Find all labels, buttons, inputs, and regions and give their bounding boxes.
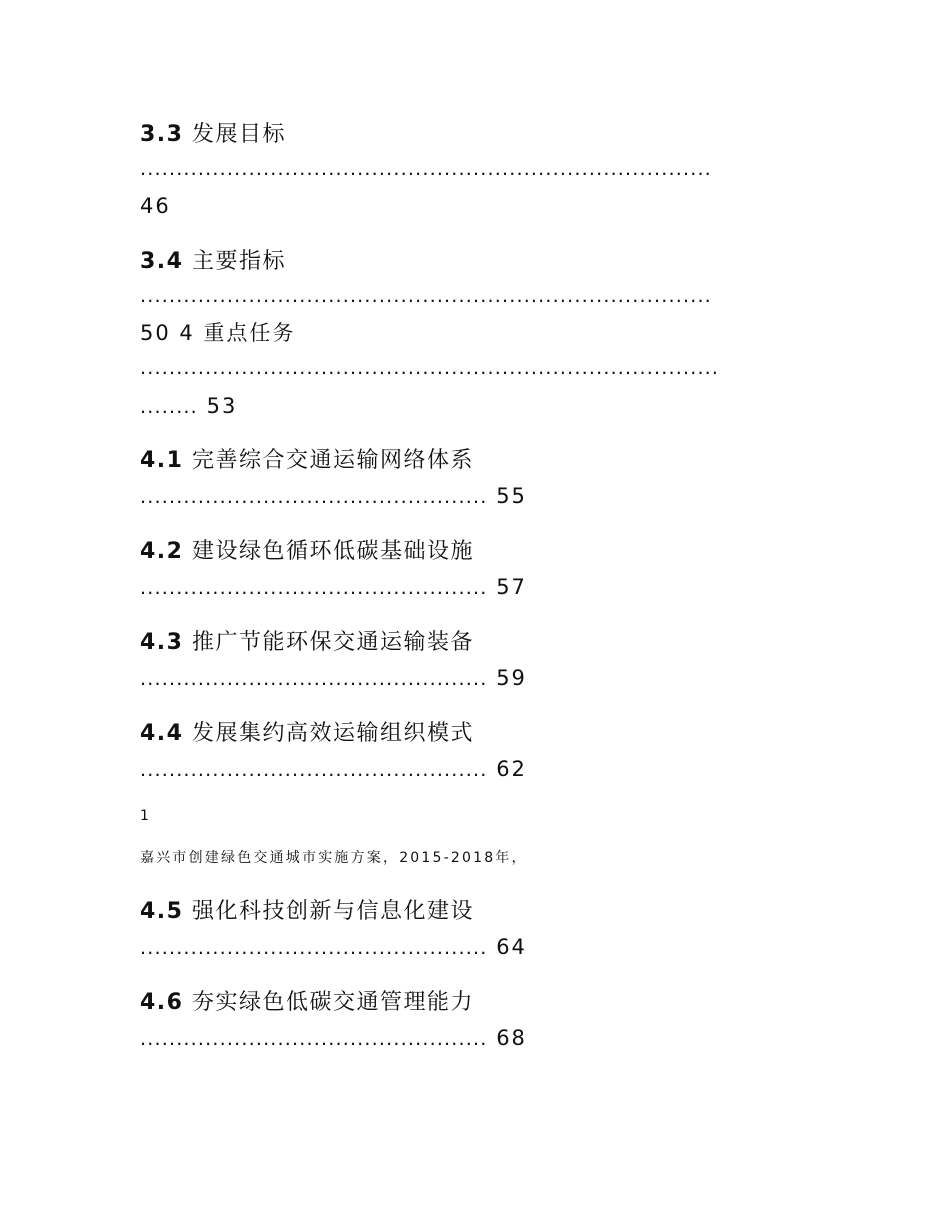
toc-leader-dots: ................................................ bbox=[140, 937, 488, 959]
toc-leader-dots: ................................................................................ bbox=[140, 357, 720, 379]
toc-page-number: 59 bbox=[496, 666, 527, 690]
toc-leader-dots: ................................................ bbox=[140, 577, 488, 599]
section-title: 强化科技创新与信息化建设 bbox=[191, 899, 474, 924]
toc-entry-3-3-heading bbox=[140, 124, 286, 146]
toc-leader-dots: ................................................ bbox=[140, 1028, 488, 1050]
toc-leader-dots: ............................................................................... bbox=[140, 158, 712, 180]
toc-entry-4-page bbox=[140, 396, 237, 417]
section-number: 4.5 bbox=[140, 899, 184, 924]
section-number: 4.1 bbox=[140, 448, 184, 473]
section-title: 推广节能环保交通运输装备 bbox=[191, 630, 474, 655]
toc-entry-4-2-heading bbox=[140, 541, 474, 563]
toc-entry-4-6-heading bbox=[140, 992, 474, 1014]
toc-page-number: 68 bbox=[496, 1026, 527, 1050]
page-footer-number: 1 bbox=[140, 808, 151, 824]
section-number: 3.4 bbox=[140, 249, 184, 274]
toc-page-and-next-heading: 50 4 重点任务 bbox=[140, 321, 296, 345]
toc-leader-dots: ................................................ bbox=[140, 668, 488, 690]
toc-leader-dots: ............................................................................... bbox=[140, 285, 712, 307]
toc-entry-4-4-page bbox=[140, 759, 527, 780]
toc-entry-4-1-page bbox=[140, 486, 527, 507]
toc-entry-4-3-page bbox=[140, 668, 527, 689]
section-number: 4.6 bbox=[140, 990, 184, 1015]
toc-entry-4-2-page bbox=[140, 577, 527, 598]
toc-entry-4-5-page bbox=[140, 937, 527, 958]
section-title: 完善综合交通运输网络体系 bbox=[191, 448, 474, 473]
section-title: 主要指标 bbox=[191, 249, 286, 274]
section-title: 夯实绿色低碳交通管理能力 bbox=[191, 990, 474, 1015]
toc-leader-dots: ................................................ bbox=[140, 486, 488, 508]
section-number: 4.4 bbox=[140, 721, 184, 746]
toc-leader-dots: ........ bbox=[140, 396, 198, 418]
toc-page-number: 53 bbox=[206, 394, 238, 418]
toc-page-number: 64 bbox=[496, 935, 527, 959]
section-title: 建设绿色循环低碳基础设施 bbox=[191, 539, 474, 564]
running-header: 嘉兴市创建绿色交通城市实施方案，2015-2018年， bbox=[140, 850, 528, 866]
toc-page-number: 62 bbox=[496, 757, 527, 781]
toc-entry-4-5-heading bbox=[140, 901, 474, 923]
toc-leader-dots: ................................................ bbox=[140, 759, 488, 781]
section-number: 4.2 bbox=[140, 539, 184, 564]
toc-page-number: 46 bbox=[140, 194, 171, 218]
section-title: 发展集约高效运输组织模式 bbox=[191, 721, 474, 746]
toc-entry-4-3-heading bbox=[140, 632, 474, 654]
toc-page-number: 55 bbox=[496, 484, 527, 508]
section-number: 3.3 bbox=[140, 122, 184, 147]
section-title: 发展目标 bbox=[191, 122, 286, 147]
section-number: 4.3 bbox=[140, 630, 184, 655]
toc-entry-4-1-heading bbox=[140, 450, 474, 472]
toc-entry-3-4-heading bbox=[140, 251, 286, 273]
toc-page-number: 57 bbox=[496, 575, 527, 599]
toc-entry-4-6-page bbox=[140, 1028, 527, 1049]
toc-entry-4-4-heading bbox=[140, 723, 474, 745]
